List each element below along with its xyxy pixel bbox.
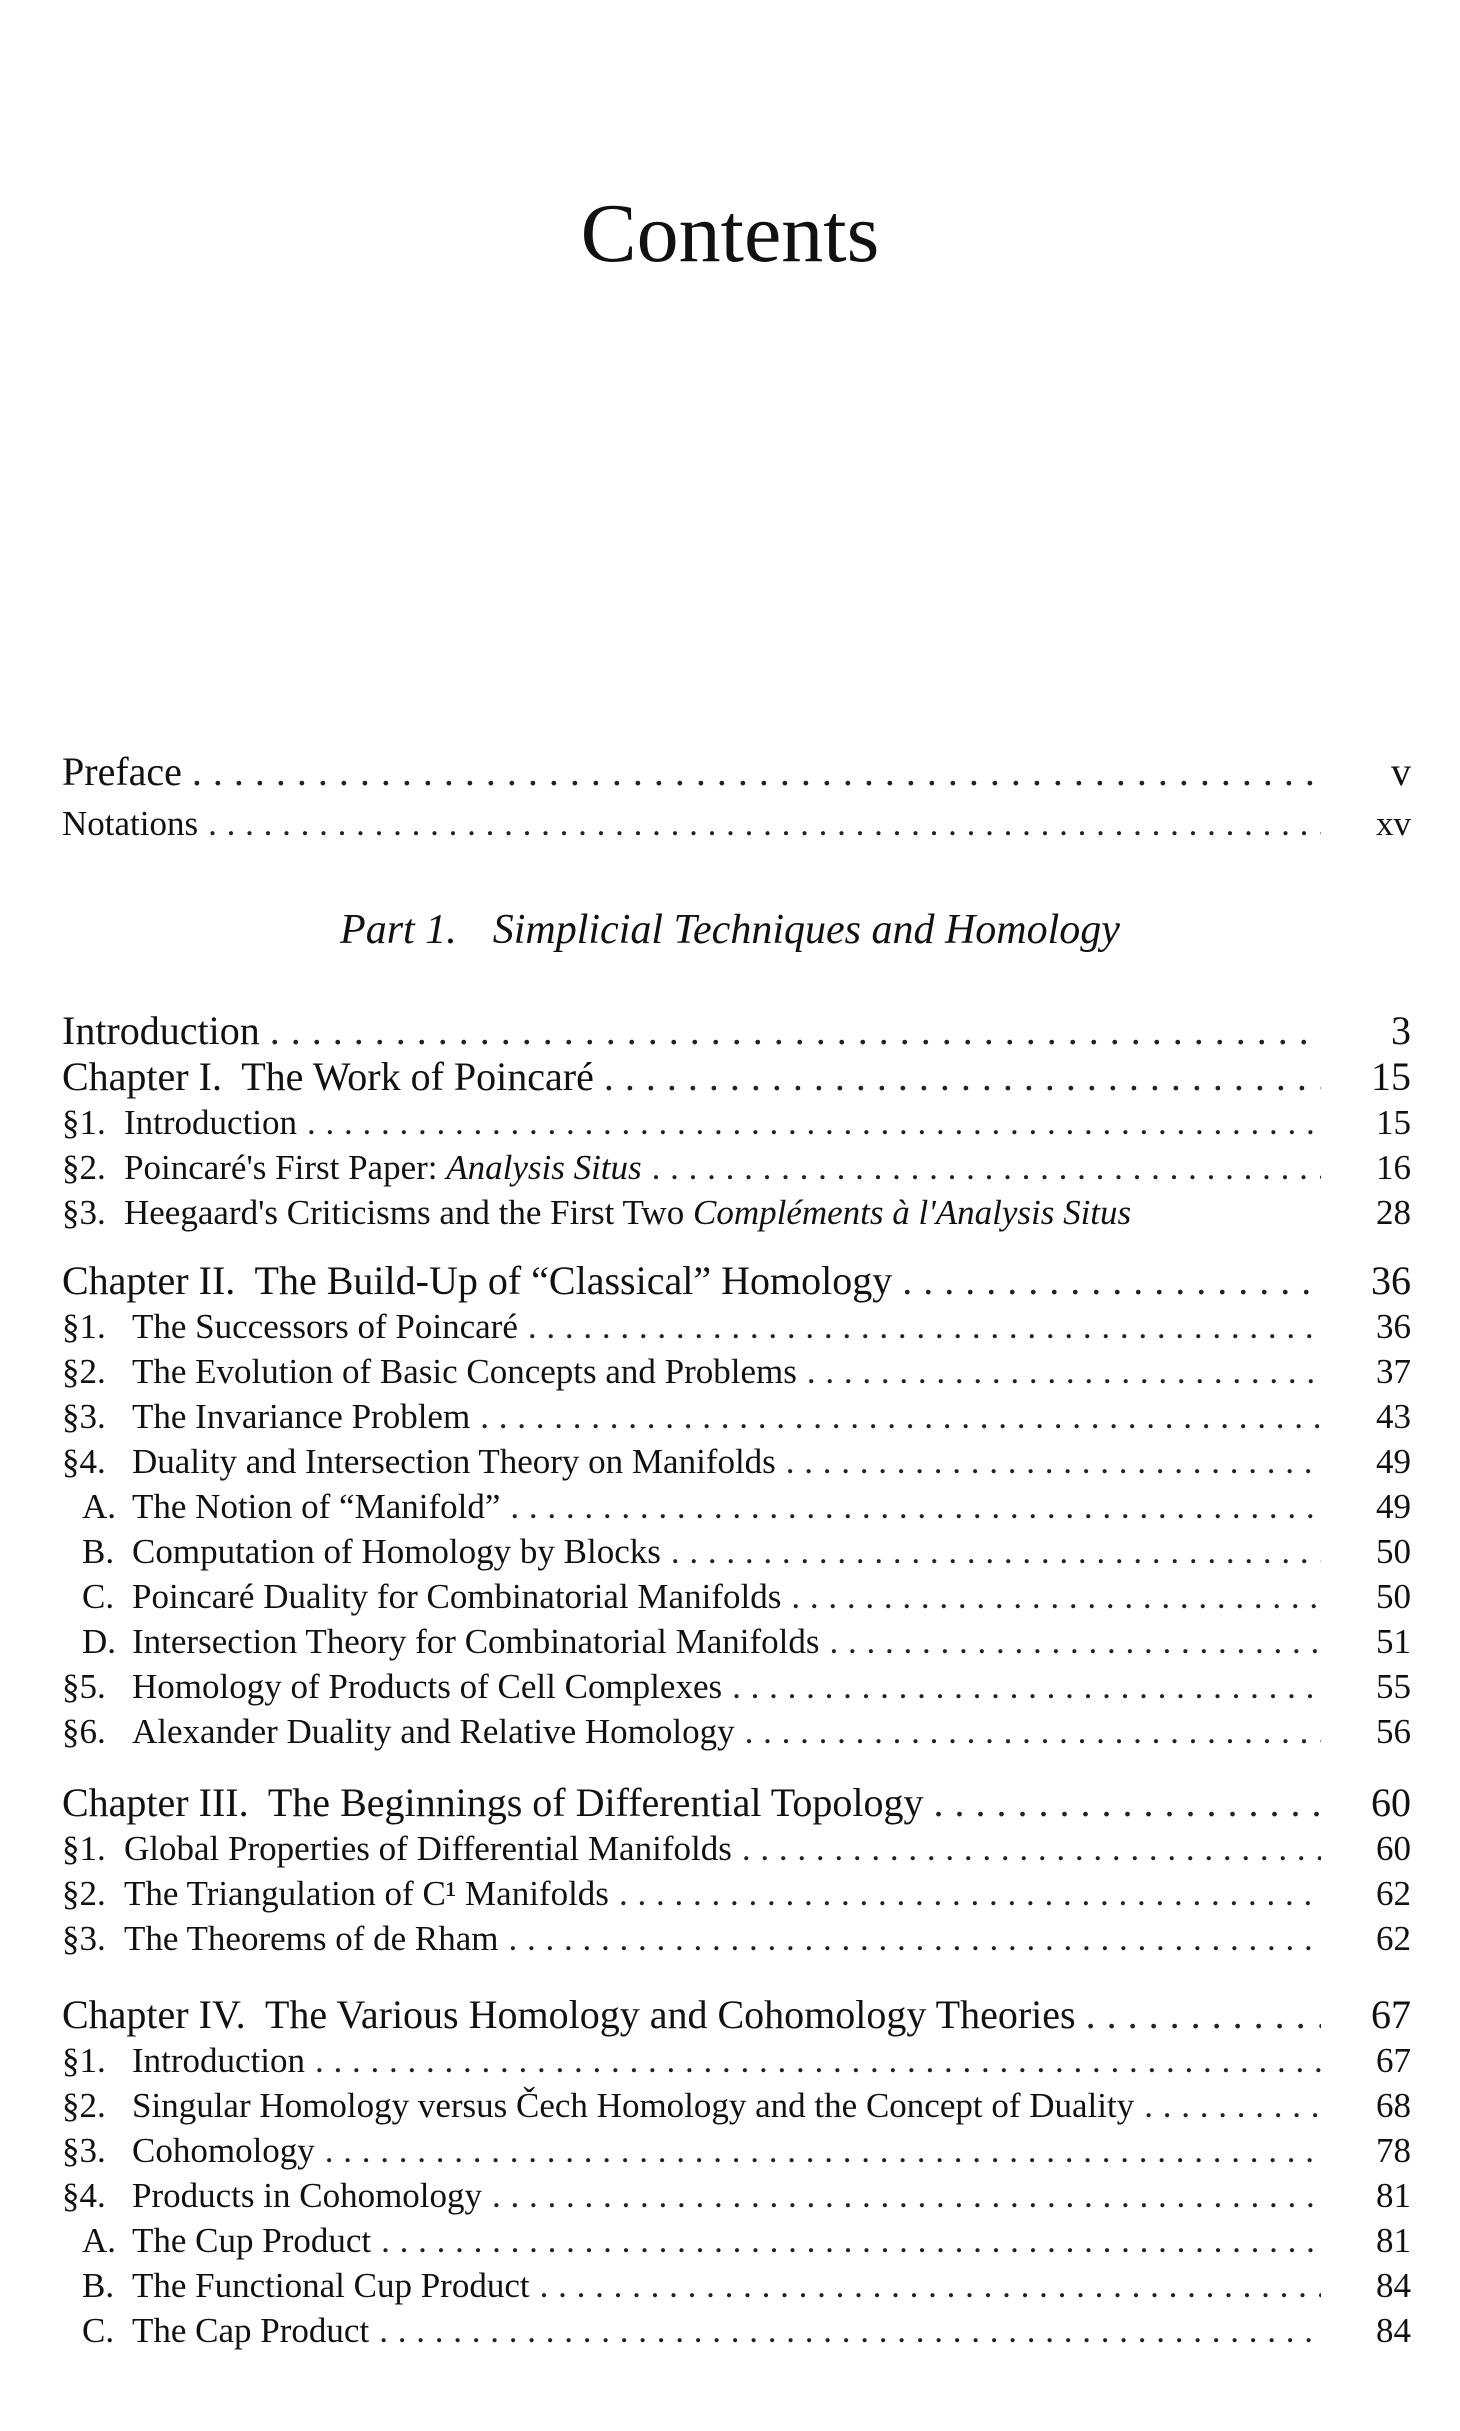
toc-entry-preface[interactable]	[62, 750, 1411, 794]
entry-label: Alexander Duality and Relative Homology	[132, 1712, 735, 1751]
section-number: §5.	[62, 1667, 106, 1706]
entry-page: 55	[1376, 1667, 1411, 1706]
toc-section[interactable]	[62, 1397, 1411, 1437]
section-number: §1.	[62, 2041, 106, 2080]
entry-label: Introduction	[132, 2041, 306, 2080]
dot-leader	[652, 1148, 1321, 1188]
toc-section[interactable]	[62, 1442, 1411, 1482]
entry-page: 36	[1376, 1307, 1411, 1346]
section-number: §3.	[62, 1397, 106, 1436]
toc-entry-notations[interactable]	[62, 804, 1411, 844]
entry-label: The Functional Cup Product	[132, 2266, 530, 2305]
dot-leader	[315, 2041, 1321, 2081]
dot-leader	[381, 2221, 1321, 2261]
dot-leader	[732, 1667, 1321, 1707]
toc-section[interactable]	[62, 1307, 1411, 1347]
section-number: §2.	[62, 1352, 106, 1391]
subsection-letter: A.	[82, 1487, 117, 1526]
dot-leader	[540, 2266, 1321, 2306]
toc-subsection[interactable]	[62, 1622, 1411, 1662]
entry-page: 15	[1376, 1103, 1411, 1142]
toc-section[interactable]	[62, 2041, 1411, 2081]
dot-leader	[604, 1055, 1321, 1099]
subsection-letter: A.	[82, 2221, 117, 2260]
entry-page: 68	[1376, 2086, 1411, 2125]
section-number: §3.	[62, 1919, 106, 1958]
section-number: §3.	[62, 2131, 106, 2170]
page-title: Contents	[580, 187, 880, 280]
section-number: §4.	[62, 1442, 106, 1481]
dot-leader	[786, 1442, 1321, 1482]
entry-page: 62	[1376, 1874, 1411, 1913]
entry-page: 49	[1376, 1442, 1411, 1481]
entry-page: 37	[1376, 1352, 1411, 1391]
entry-label: Poincaré's First Paper: Analysis Situs	[124, 1148, 642, 1187]
section-number: §3.	[62, 1193, 106, 1232]
entry-page: 60	[1371, 1780, 1411, 1825]
entry-page: 84	[1376, 2311, 1411, 2350]
dot-leader	[807, 1352, 1321, 1392]
entry-label: Global Properties of Differential Manifolds	[124, 1829, 732, 1868]
section-number: §1.	[62, 1307, 106, 1346]
entry-page: 36	[1371, 1258, 1411, 1303]
section-number: §6.	[62, 1712, 106, 1751]
toc-chapter-1[interactable]	[62, 1055, 1411, 1099]
subsection-letter: D.	[82, 1622, 117, 1661]
entry-page: 16	[1376, 1148, 1411, 1187]
entry-page: 78	[1376, 2131, 1411, 2170]
dot-leader	[379, 2311, 1321, 2351]
dot-leader	[492, 2176, 1321, 2216]
dot-leader	[509, 1919, 1321, 1959]
subsection-letter: C.	[82, 1577, 115, 1616]
dot-leader	[1144, 2086, 1321, 2126]
entry-label: The Notion of “Manifold”	[132, 1487, 501, 1526]
toc-section[interactable]	[62, 2086, 1411, 2126]
entry-page: 67	[1376, 2041, 1411, 2080]
part-heading	[0, 905, 1460, 955]
entry-page: 28	[1376, 1193, 1411, 1232]
toc-section[interactable]	[62, 1667, 1411, 1707]
toc-subsection[interactable]	[62, 2311, 1411, 2351]
entry-label: Singular Homology versus Čech Homology and the Concept of Duality	[132, 2086, 1135, 2125]
entry-label: Notations	[62, 804, 199, 843]
entry-page: 84	[1376, 2266, 1411, 2305]
dot-leader	[510, 1487, 1321, 1527]
section-number: §2.	[62, 1874, 106, 1913]
toc-subsection[interactable]	[62, 1532, 1411, 1572]
toc-section[interactable]	[62, 1193, 1411, 1233]
entry-label: The Triangulation of C¹ Manifolds	[124, 1874, 609, 1913]
entry-label: Intersection Theory for Combinatorial Manifolds	[132, 1622, 820, 1661]
dot-leader	[208, 804, 1321, 844]
entry-page: 43	[1376, 1397, 1411, 1436]
chapter-label: Chapter II. The Build-Up of “Classical” Homology	[62, 1258, 893, 1303]
toc-subsection[interactable]	[62, 1577, 1411, 1617]
toc-section[interactable]	[62, 1919, 1411, 1959]
dot-leader	[325, 2131, 1321, 2171]
toc-chapter-4[interactable]	[62, 1993, 1411, 2037]
entry-label: Introduction	[62, 1008, 260, 1053]
entry-page: xv	[1376, 804, 1411, 843]
entry-label: The Cup Product	[132, 2221, 372, 2260]
entry-page: 15	[1371, 1054, 1411, 1099]
toc-entry-introduction[interactable]	[62, 1009, 1411, 1053]
dot-leader	[745, 1712, 1321, 1752]
entry-label: The Cap Product	[132, 2311, 370, 2350]
toc-section[interactable]	[62, 1103, 1411, 1143]
part-label: Part 1.	[340, 907, 457, 953]
dot-leader	[619, 1874, 1321, 1914]
toc-subsection[interactable]	[62, 2266, 1411, 2306]
entry-label: Homology of Products of Cell Complexes	[132, 1667, 723, 1706]
entry-label: Computation of Homology by Blocks	[132, 1532, 661, 1571]
dot-leader	[528, 1307, 1321, 1347]
entry-page: 67	[1371, 1992, 1411, 2037]
entry-page: 60	[1376, 1829, 1411, 1868]
dot-leader	[671, 1532, 1321, 1572]
dot-leader	[830, 1622, 1321, 1662]
entry-page: 62	[1376, 1919, 1411, 1958]
dot-leader	[791, 1577, 1321, 1617]
entry-page: 81	[1376, 2176, 1411, 2215]
toc-section[interactable]	[62, 1874, 1411, 1914]
entry-label: Poincaré Duality for Combinatorial Manifolds	[132, 1577, 782, 1616]
toc-chapter-2[interactable]	[62, 1259, 1411, 1303]
toc-section[interactable]	[62, 1352, 1411, 1392]
entry-label: Preface	[62, 749, 182, 794]
dot-leader	[902, 1259, 1321, 1303]
toc-section[interactable]	[62, 1148, 1411, 1188]
section-number: §2.	[62, 1148, 106, 1187]
subsection-letter: B.	[82, 2266, 115, 2305]
entry-label: The Successors of Poincaré	[132, 1307, 518, 1346]
entry-label: The Evolution of Basic Concepts and Problems	[132, 1352, 797, 1391]
toc-chapter-3[interactable]	[62, 1781, 1411, 1825]
entry-page: v	[1391, 749, 1411, 794]
toc-section[interactable]	[62, 2176, 1411, 2216]
entry-label: Products in Cohomology	[132, 2176, 483, 2215]
subsection-letter: C.	[82, 2311, 115, 2350]
toc-subsection[interactable]	[62, 1487, 1411, 1527]
chapter-label: Chapter III. The Beginnings of Differential Topology	[62, 1780, 924, 1825]
section-number: §2.	[62, 2086, 106, 2125]
chapter-label: Chapter I. The Work of Poincaré	[62, 1054, 594, 1099]
entry-page: 51	[1376, 1622, 1411, 1661]
part-title: Simplicial Techniques and Homology	[492, 907, 1120, 953]
chapter-label: Chapter IV. The Various Homology and Cohomology Theories	[62, 1992, 1076, 2037]
section-number: §1.	[62, 1103, 106, 1142]
dot-leader	[742, 1829, 1321, 1869]
entry-label: Heegaard's Criticisms and the First Two Compléments à l'Analysis Situs	[124, 1193, 1132, 1232]
entry-label: Duality and Intersection Theory on Manifolds	[132, 1442, 776, 1481]
section-number: §4.	[62, 2176, 106, 2215]
entry-page: 3	[1391, 1008, 1411, 1053]
entry-label: The Invariance Problem	[132, 1397, 471, 1436]
entry-page: 50	[1376, 1577, 1411, 1616]
entry-label: Introduction	[124, 1103, 298, 1142]
dot-leader	[1086, 1993, 1321, 2037]
entry-page: 49	[1376, 1487, 1411, 1526]
entry-label: The Theorems of de Rham	[124, 1919, 499, 1958]
toc-section[interactable]	[62, 1829, 1411, 1869]
toc-subsection[interactable]	[62, 2221, 1411, 2261]
entry-page: 50	[1376, 1532, 1411, 1571]
toc-section[interactable]	[62, 1712, 1411, 1752]
entry-page: 81	[1376, 2221, 1411, 2260]
dot-leader	[933, 1781, 1321, 1825]
section-number: §1.	[62, 1829, 106, 1868]
entry-label: Cohomology	[132, 2131, 315, 2170]
subsection-letter: B.	[82, 1532, 115, 1571]
dot-leader	[480, 1397, 1321, 1437]
dot-leader	[192, 750, 1321, 794]
dot-leader	[270, 1009, 1321, 1053]
dot-leader	[307, 1103, 1321, 1143]
entry-page: 56	[1376, 1712, 1411, 1751]
toc-section[interactable]	[62, 2131, 1411, 2171]
